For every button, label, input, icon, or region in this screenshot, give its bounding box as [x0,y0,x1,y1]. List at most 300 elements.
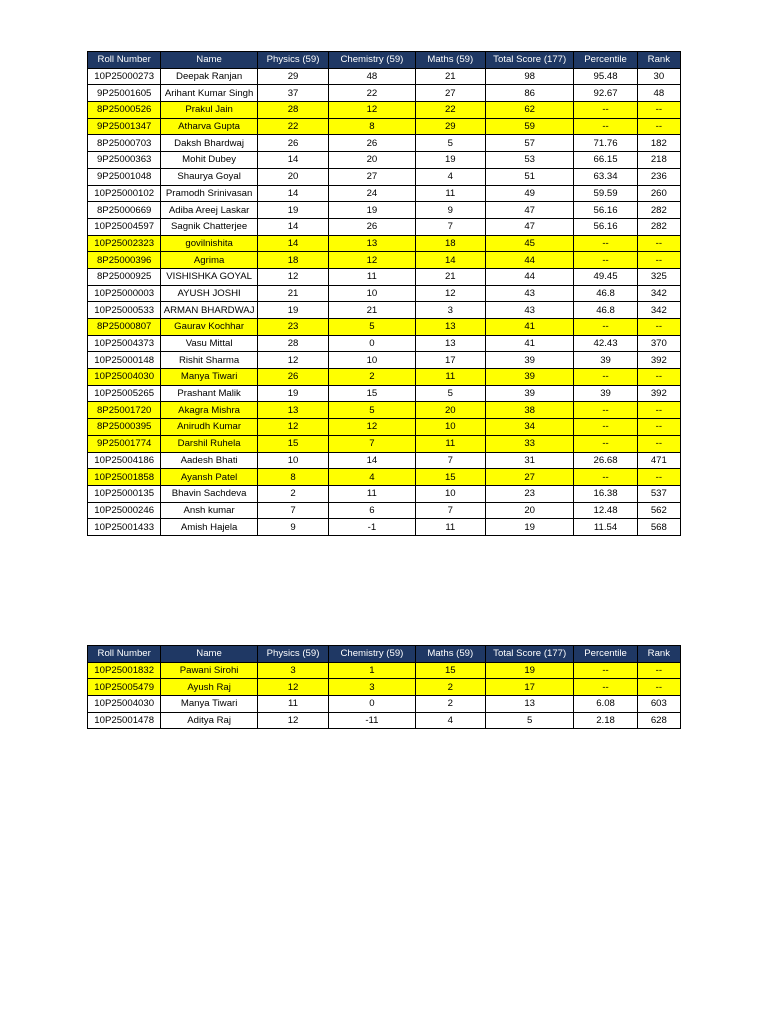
cell-physics: 14 [257,218,328,235]
cell-rank: -- [637,252,680,269]
cell-rank: -- [637,118,680,135]
cell-roll-number: 9P25001774 [88,435,161,452]
col-header-percentile: Percentile [574,52,637,69]
cell-percentile: -- [574,252,637,269]
cell-chemistry: 24 [329,185,415,202]
cell-total-score: 98 [485,68,573,85]
cell-total-score: 49 [485,185,573,202]
table-row [88,102,681,119]
table-row [88,285,681,302]
cell-roll-number: 10P25000148 [88,352,161,369]
cell-name: Anirudh Kumar [161,419,257,436]
cell-maths: 3 [415,302,485,319]
table-row [88,168,681,185]
cell-name: Ansh kumar [161,502,257,519]
col-header-chemistry: Chemistry (59) [329,52,415,69]
cell-total-score: 27 [485,469,573,486]
cell-physics: 15 [257,435,328,452]
cell-name: Manya Tiwari [161,369,257,386]
cell-physics: 18 [257,252,328,269]
cell-physics: 19 [257,302,328,319]
cell-maths: 5 [415,385,485,402]
cell-chemistry: 2 [329,369,415,386]
cell-chemistry: 21 [329,302,415,319]
cell-roll-number: 10P25001478 [88,712,161,729]
cell-percentile: 66.15 [574,152,637,169]
cell-chemistry: 8 [329,118,415,135]
cell-maths: 2 [415,696,485,713]
cell-percentile: 2.18 [574,712,637,729]
cell-maths: 10 [415,485,485,502]
cell-physics: 10 [257,452,328,469]
cell-total-score: 33 [485,435,573,452]
table-row [88,252,681,269]
cell-chemistry: 22 [329,85,415,102]
cell-total-score: 39 [485,385,573,402]
col-header-percentile: Percentile [574,646,637,663]
table-row [88,485,681,502]
table-header [88,52,681,69]
cell-physics: 26 [257,369,328,386]
cell-total-score: 20 [485,502,573,519]
table-row [88,185,681,202]
cell-chemistry: 12 [329,102,415,119]
cell-maths: 19 [415,152,485,169]
cell-name: Mohit Dubey [161,152,257,169]
cell-chemistry: 10 [329,352,415,369]
cell-maths: 7 [415,218,485,235]
cell-roll-number: 9P25001048 [88,168,161,185]
cell-rank: 48 [637,85,680,102]
cell-total-score: 39 [485,352,573,369]
cell-roll-number: 10P25005265 [88,385,161,402]
cell-name: Ayush Raj [161,679,257,696]
cell-rank: 537 [637,485,680,502]
cell-roll-number: 8P25000703 [88,135,161,152]
cell-percentile: -- [574,369,637,386]
col-header-roll-number: Roll Number [88,646,161,663]
table-row [88,369,681,386]
cell-percentile: 26.68 [574,452,637,469]
cell-rank: 342 [637,302,680,319]
cell-rank: 260 [637,185,680,202]
cell-roll-number: 10P25000102 [88,185,161,202]
cell-percentile: -- [574,235,637,252]
cell-chemistry: 11 [329,485,415,502]
cell-roll-number: 8P25000925 [88,268,161,285]
cell-percentile: 56.16 [574,202,637,219]
cell-total-score: 34 [485,419,573,436]
table-row [88,202,681,219]
cell-chemistry: 27 [329,168,415,185]
cell-rank: 182 [637,135,680,152]
cell-rank: 325 [637,268,680,285]
cell-total-score: 45 [485,235,573,252]
header-row [88,52,681,69]
cell-total-score: 38 [485,402,573,419]
table-row [88,435,681,452]
cell-total-score: 47 [485,218,573,235]
table-row [88,335,681,352]
cell-rank: -- [637,662,680,679]
cell-roll-number: 10P25004030 [88,369,161,386]
cell-total-score: 86 [485,85,573,102]
table-row [88,118,681,135]
cell-maths: 4 [415,168,485,185]
cell-chemistry: 12 [329,419,415,436]
cell-percentile: 92.67 [574,85,637,102]
cell-rank: -- [637,419,680,436]
cell-physics: 3 [257,662,328,679]
cell-chemistry: 5 [329,319,415,336]
table-row [88,679,681,696]
cell-total-score: 19 [485,519,573,536]
cell-maths: 21 [415,268,485,285]
header-row [88,646,681,663]
cell-maths: 9 [415,202,485,219]
cell-roll-number: 10P25004373 [88,335,161,352]
cell-percentile: 16.38 [574,485,637,502]
cell-chemistry: 5 [329,402,415,419]
cell-name: Rishit Sharma [161,352,257,369]
cell-rank: 392 [637,385,680,402]
cell-maths: 7 [415,452,485,469]
cell-roll-number: 10P25004030 [88,696,161,713]
cell-percentile: 42.43 [574,335,637,352]
cell-physics: 12 [257,712,328,729]
cell-chemistry: 19 [329,202,415,219]
cell-physics: 7 [257,502,328,519]
table-row [88,152,681,169]
cell-total-score: 5 [485,712,573,729]
cell-physics: 19 [257,202,328,219]
table-row [88,712,681,729]
cell-roll-number: 8P25000526 [88,102,161,119]
cell-name: Gaurav Kochhar [161,319,257,336]
cell-name: Bhavin Sachdeva [161,485,257,502]
cell-chemistry: 7 [329,435,415,452]
cell-percentile: 6.08 [574,696,637,713]
cell-maths: 21 [415,68,485,85]
cell-maths: 13 [415,335,485,352]
cell-name: Akagra Mishra [161,402,257,419]
cell-total-score: 47 [485,202,573,219]
cell-total-score: 57 [485,135,573,152]
table-row [88,218,681,235]
cell-roll-number: 8P25000396 [88,252,161,269]
cell-percentile: 39 [574,352,637,369]
col-header-physics: Physics (59) [257,52,328,69]
table-row [88,352,681,369]
cell-physics: 22 [257,118,328,135]
cell-chemistry: 48 [329,68,415,85]
cell-physics: 28 [257,102,328,119]
cell-roll-number: 10P25005479 [88,679,161,696]
cell-maths: 4 [415,712,485,729]
table-row [88,135,681,152]
cell-chemistry: -1 [329,519,415,536]
table-row [88,662,681,679]
cell-physics: 11 [257,696,328,713]
cell-name: AYUSH JOSHI [161,285,257,302]
cell-rank: 603 [637,696,680,713]
cell-name: Manya Tiwari [161,696,257,713]
cell-chemistry: 11 [329,268,415,285]
col-header-roll-number: Roll Number [88,52,161,69]
cell-rank: 628 [637,712,680,729]
cell-name: Vasu Mittal [161,335,257,352]
cell-chemistry: -11 [329,712,415,729]
col-header-maths: Maths (59) [415,646,485,663]
cell-name: Aditya Raj [161,712,257,729]
cell-percentile: 56.16 [574,218,637,235]
cell-roll-number: 8P25000807 [88,319,161,336]
cell-maths: 27 [415,85,485,102]
cell-name: Sagnik Chatterjee [161,218,257,235]
cell-percentile: -- [574,435,637,452]
cell-name: Atharva Gupta [161,118,257,135]
table-row [88,385,681,402]
cell-roll-number: 8P25000669 [88,202,161,219]
cell-physics: 14 [257,185,328,202]
cell-percentile: -- [574,469,637,486]
cell-physics: 12 [257,679,328,696]
cell-name: Deepak Ranjan [161,68,257,85]
results-table-main [87,51,681,536]
cell-chemistry: 0 [329,696,415,713]
cell-maths: 11 [415,185,485,202]
cell-chemistry: 14 [329,452,415,469]
cell-percentile: 59.59 [574,185,637,202]
cell-physics: 9 [257,519,328,536]
cell-rank: 218 [637,152,680,169]
cell-total-score: 19 [485,662,573,679]
cell-maths: 2 [415,679,485,696]
cell-maths: 17 [415,352,485,369]
cell-maths: 13 [415,319,485,336]
cell-rank: 282 [637,202,680,219]
table-body [88,662,681,729]
cell-maths: 12 [415,285,485,302]
cell-total-score: 51 [485,168,573,185]
table-row [88,402,681,419]
cell-roll-number: 10P25000273 [88,68,161,85]
cell-total-score: 44 [485,252,573,269]
table-body [88,68,681,535]
cell-percentile: 46.8 [574,285,637,302]
cell-percentile: 12.48 [574,502,637,519]
cell-rank: 370 [637,335,680,352]
cell-maths: 22 [415,102,485,119]
cell-percentile: -- [574,662,637,679]
table-row [88,235,681,252]
cell-rank: 392 [637,352,680,369]
cell-physics: 37 [257,85,328,102]
col-header-rank: Rank [637,52,680,69]
cell-name: Prakul Jain [161,102,257,119]
cell-percentile: 49.45 [574,268,637,285]
cell-chemistry: 26 [329,218,415,235]
table-row [88,469,681,486]
cell-physics: 23 [257,319,328,336]
col-header-name: Name [161,646,257,663]
cell-percentile: -- [574,419,637,436]
cell-chemistry: 12 [329,252,415,269]
cell-roll-number: 9P25000363 [88,152,161,169]
table-row [88,302,681,319]
cell-maths: 14 [415,252,485,269]
cell-percentile: 46.8 [574,302,637,319]
cell-physics: 8 [257,469,328,486]
cell-rank: 471 [637,452,680,469]
cell-total-score: 39 [485,369,573,386]
cell-name: Pawani Sirohi [161,662,257,679]
table-row [88,85,681,102]
cell-total-score: 23 [485,485,573,502]
cell-chemistry: 15 [329,385,415,402]
table-row [88,502,681,519]
cell-name: Amish Hajela [161,519,257,536]
cell-maths: 20 [415,402,485,419]
cell-total-score: 62 [485,102,573,119]
cell-maths: 11 [415,519,485,536]
cell-total-score: 31 [485,452,573,469]
cell-total-score: 41 [485,335,573,352]
cell-name: Pramodh Srinivasan [161,185,257,202]
cell-total-score: 43 [485,302,573,319]
cell-roll-number: 10P25000003 [88,285,161,302]
cell-name: Agrima [161,252,257,269]
table-row [88,268,681,285]
cell-rank: -- [637,469,680,486]
cell-rank: -- [637,369,680,386]
cell-maths: 15 [415,469,485,486]
cell-chemistry: 20 [329,152,415,169]
cell-maths: 15 [415,662,485,679]
cell-roll-number: 9P25001605 [88,85,161,102]
cell-rank: 562 [637,502,680,519]
cell-rank: -- [637,402,680,419]
cell-rank: 282 [637,218,680,235]
cell-chemistry: 3 [329,679,415,696]
cell-rank: 568 [637,519,680,536]
cell-physics: 19 [257,385,328,402]
cell-chemistry: 10 [329,285,415,302]
cell-name: Ayansh Patel [161,469,257,486]
table-row [88,696,681,713]
cell-rank: -- [637,435,680,452]
table-row [88,519,681,536]
cell-total-score: 53 [485,152,573,169]
cell-name: Shaurya Goyal [161,168,257,185]
cell-rank: -- [637,102,680,119]
cell-percentile: -- [574,402,637,419]
cell-percentile: -- [574,679,637,696]
cell-roll-number: 8P25000395 [88,419,161,436]
cell-roll-number: 10P25001433 [88,519,161,536]
cell-total-score: 43 [485,285,573,302]
cell-physics: 14 [257,235,328,252]
cell-percentile: 39 [574,385,637,402]
cell-name: ARMAN BHARDWAJ [161,302,257,319]
cell-physics: 2 [257,485,328,502]
cell-rank: 236 [637,168,680,185]
cell-chemistry: 26 [329,135,415,152]
col-header-total-score: Total Score (177) [485,52,573,69]
col-header-rank: Rank [637,646,680,663]
col-header-physics: Physics (59) [257,646,328,663]
cell-rank: -- [637,235,680,252]
col-header-total-score: Total Score (177) [485,646,573,663]
cell-percentile: -- [574,319,637,336]
cell-rank: -- [637,679,680,696]
cell-roll-number: 9P25001347 [88,118,161,135]
cell-name: Arihant Kumar Singh [161,85,257,102]
cell-maths: 29 [415,118,485,135]
cell-maths: 11 [415,435,485,452]
cell-name: Aadesh Bhati [161,452,257,469]
cell-physics: 12 [257,352,328,369]
col-header-maths: Maths (59) [415,52,485,69]
cell-name: Darshil Ruhela [161,435,257,452]
col-header-chemistry: Chemistry (59) [329,646,415,663]
table-header [88,646,681,663]
cell-total-score: 41 [485,319,573,336]
cell-name: Daksh Bhardwaj [161,135,257,152]
cell-total-score: 17 [485,679,573,696]
cell-maths: 5 [415,135,485,152]
cell-maths: 11 [415,369,485,386]
cell-roll-number: 10P25001832 [88,662,161,679]
cell-total-score: 44 [485,268,573,285]
cell-percentile: 95.48 [574,68,637,85]
cell-maths: 18 [415,235,485,252]
table-row [88,68,681,85]
cell-physics: 12 [257,419,328,436]
cell-chemistry: 6 [329,502,415,519]
cell-roll-number: 10P25000533 [88,302,161,319]
cell-maths: 7 [415,502,485,519]
cell-chemistry: 1 [329,662,415,679]
cell-physics: 26 [257,135,328,152]
results-table-secondary [87,645,681,729]
cell-rank: -- [637,319,680,336]
cell-percentile: 63.34 [574,168,637,185]
cell-physics: 14 [257,152,328,169]
cell-percentile: -- [574,118,637,135]
cell-physics: 12 [257,268,328,285]
cell-roll-number: 10P25004597 [88,218,161,235]
table-row [88,452,681,469]
cell-name: govilnishita [161,235,257,252]
cell-maths: 10 [415,419,485,436]
cell-physics: 13 [257,402,328,419]
cell-chemistry: 13 [329,235,415,252]
cell-physics: 28 [257,335,328,352]
cell-name: Adiba Areej Laskar [161,202,257,219]
cell-chemistry: 0 [329,335,415,352]
cell-roll-number: 10P25002323 [88,235,161,252]
cell-roll-number: 8P25001720 [88,402,161,419]
cell-rank: 342 [637,285,680,302]
cell-percentile: -- [574,102,637,119]
cell-percentile: 11.54 [574,519,637,536]
cell-roll-number: 10P25001858 [88,469,161,486]
cell-rank: 30 [637,68,680,85]
cell-physics: 29 [257,68,328,85]
cell-chemistry: 4 [329,469,415,486]
cell-physics: 21 [257,285,328,302]
